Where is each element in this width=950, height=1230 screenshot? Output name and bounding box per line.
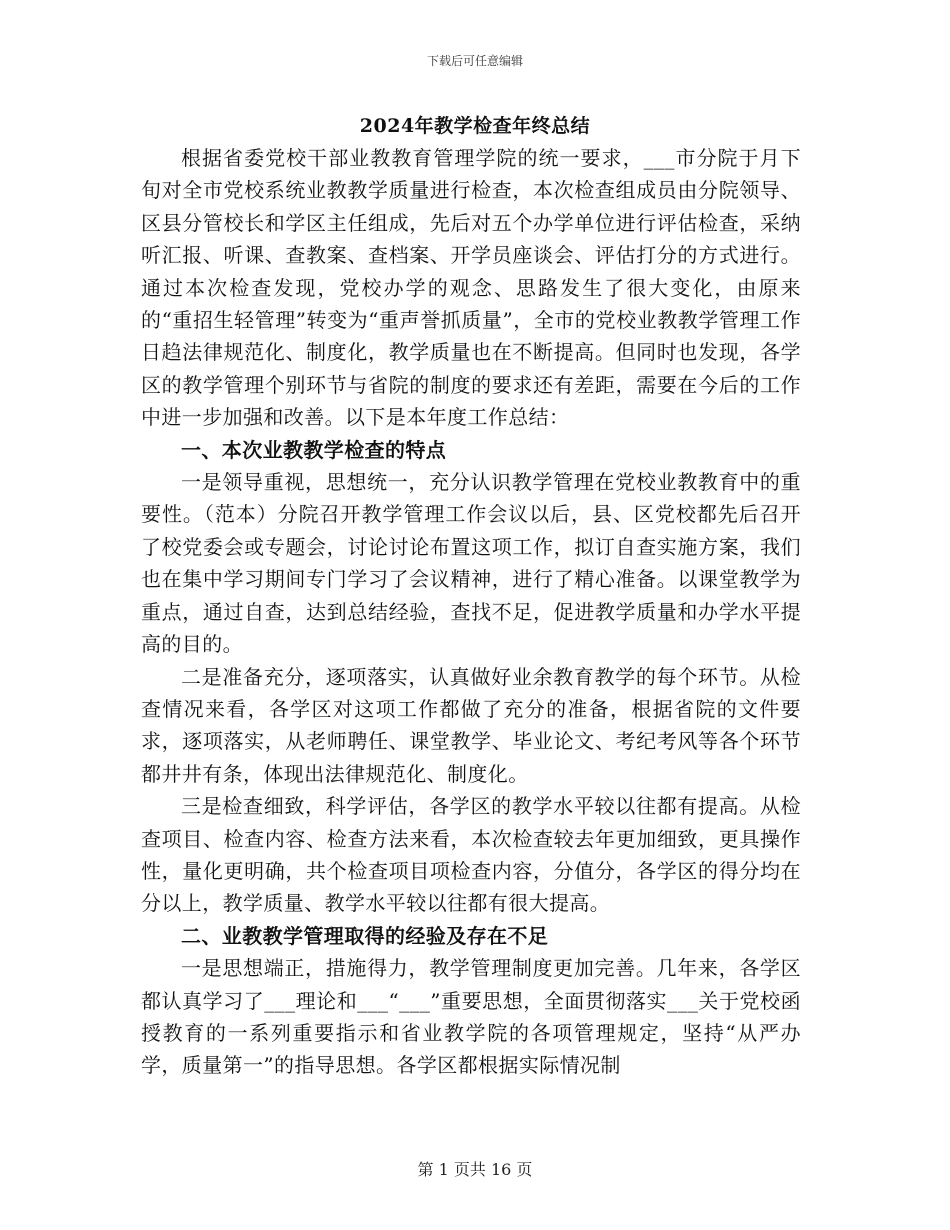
document-title: 2024年教学检查年终总结 [359,115,591,137]
page-number-footer: 第 1 页共 16 页 [417,1160,533,1179]
body-paragraph: 一是领导重视，思想统一，充分认识教学管理在党校业教教育中的重要性。（范本）分院召开教学管理工作会议以后，县、区党校都先后召开了校党委会或专题会，讨论讨论布置这项工作，拟订自查实施方案，我们也在集中学习期间专门学习了会议精神，进行了精心准备。以课堂教学为重点，通过自查，达到总结经验，查找不足，促进教学质量和办学水平提高的目的。 [141,470,801,657]
intro-paragraph: 根据省委党校干部业教教育管理学院的统一要求，___市分院于月下旬对全市党校系统业教教学质量进行检查，本次检查组成员由分院领导、区县分管校长和学区主任组成，先后对五个办学单位进行评估检查，采纳听汇报、听课、查教案、查档案、开学员座谈会、评估打分的方式进行。通过本次检查发现，党校办学的观念、思路发生了很大变化，由原来的“重招生轻管理”转变为“重声誉抓质量”，全市的党校业教教学管理工作日趋法律规范化、制度化，教学质量也在不断提高。但同时也发现，各学区的教学管理个别环节与省院的制度的要求还有差距，需要在今后的工作中进一步加强和改善。以下是本年度工作总结： [141,146,801,430]
body-paragraph: 一是思想端正，措施得力，教学管理制度更加完善。几年来，各学区都认真学习了___理论和___“___”重要思想，全面贯彻落实___关于党校函授教育的一系列重要指示和省业教学院的各项管理规定，坚持“从严办学，质量第一”的指导思想。各学区都根据实际情况制 [141,956,801,1078]
section-heading-1: 一、本次业教教学检查的特点 [181,437,447,462]
body-paragraph: 二是准备充分，逐项落实，认真做好业余教育教学的每个环节。从检查情况来看，各学区对这项工作都做了充分的准备，根据省院的文件要求，逐项落实，从老师聘任、课堂教学、毕业论文、考纪考风等各个环节都井井有条，体现出法律规范化、制度化。 [141,664,801,786]
body-paragraph: 三是检查细致，科学评估，各学区的教学水平较以往都有提高。从检查项目、检查内容、检查方法来看，本次检查较去年更加细致，更具操作性，量化更明确，共个检查项目项检查内容，分值分，各学区的得分均在分以上，教学质量、教学水平较以往都有很大提高。 [141,794,801,916]
document-body [141,142,801,1082]
page-header-note: 下载后可任意编辑 [426,54,523,68]
section-heading-2: 二、业教教学管理取得的经验及存在不足 [181,923,549,948]
